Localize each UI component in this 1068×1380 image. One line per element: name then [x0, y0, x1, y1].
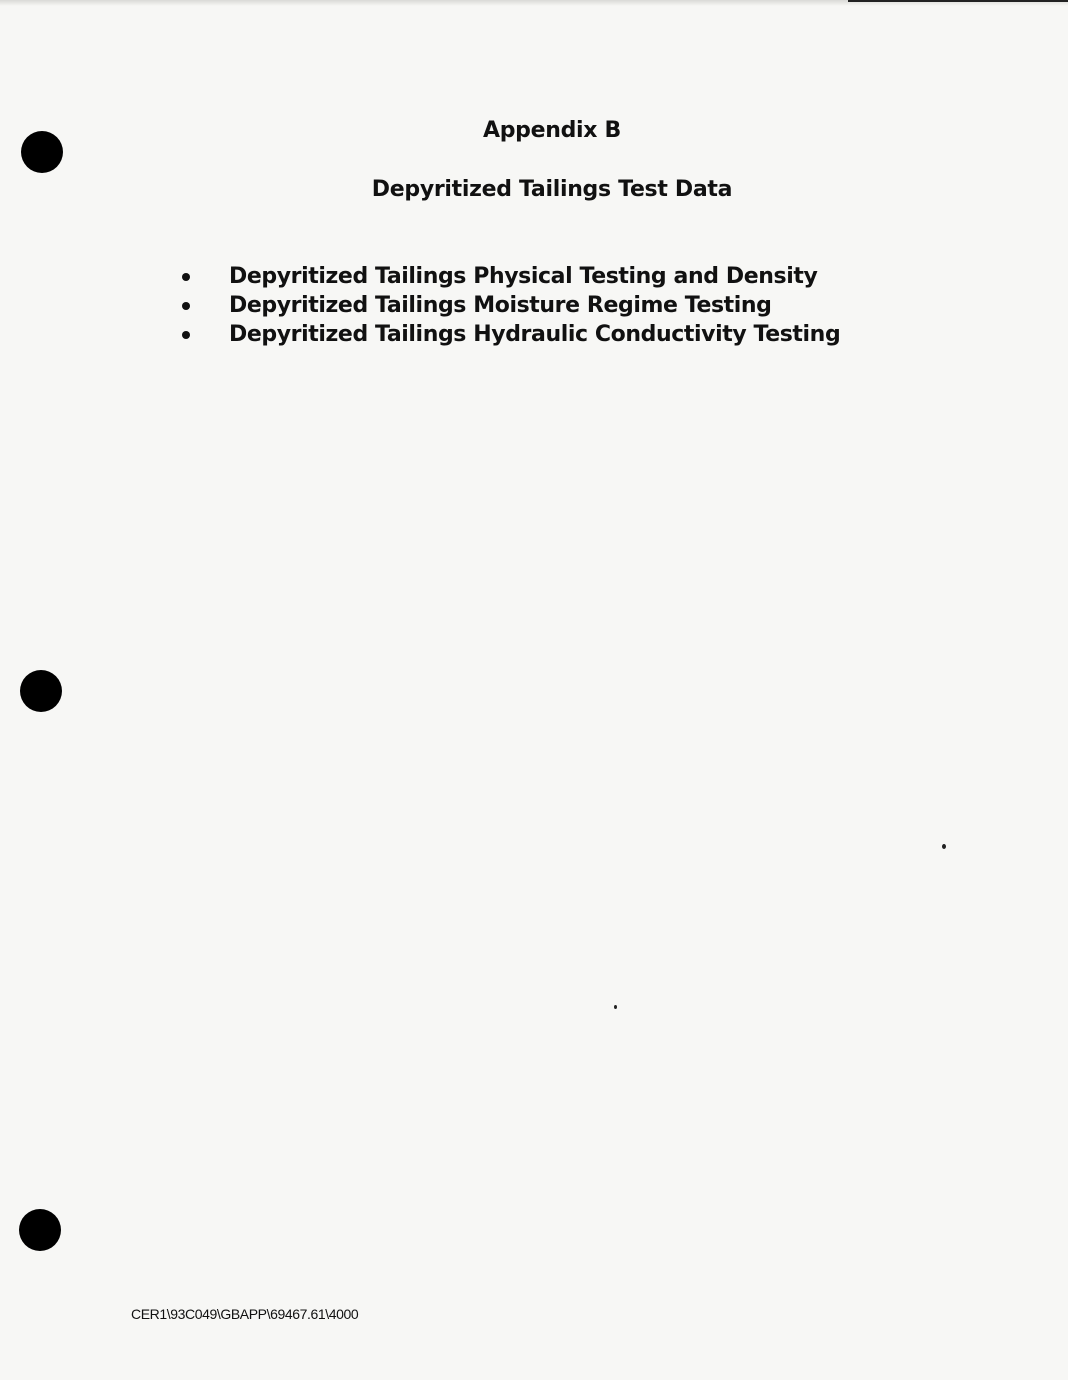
punch-hole-bottom: [19, 1209, 61, 1251]
appendix-subtitle: Depyritized Tailings Test Data: [371, 177, 733, 202]
punch-hole-middle: [20, 670, 62, 712]
scan-speck: [942, 844, 946, 849]
list-item-text: Depyritized Tailings Hydraulic Conductivity Testing: [229, 322, 841, 347]
list-item-text: Depyritized Tailings Physical Testing and Density: [229, 264, 818, 289]
appendix-title: Appendix B: [482, 118, 621, 143]
bullet-icon: [182, 302, 190, 310]
list-item-text: Depyritized Tailings Moisture Regime Testing: [229, 293, 772, 318]
bullet-icon: [182, 331, 190, 339]
footer-file-path: CER1\93C049\GBAPP\69467.61\4000: [131, 1306, 359, 1322]
scan-speck: [614, 1005, 617, 1009]
scan-edge-line: [848, 0, 1068, 2]
bullet-icon: [182, 273, 190, 281]
